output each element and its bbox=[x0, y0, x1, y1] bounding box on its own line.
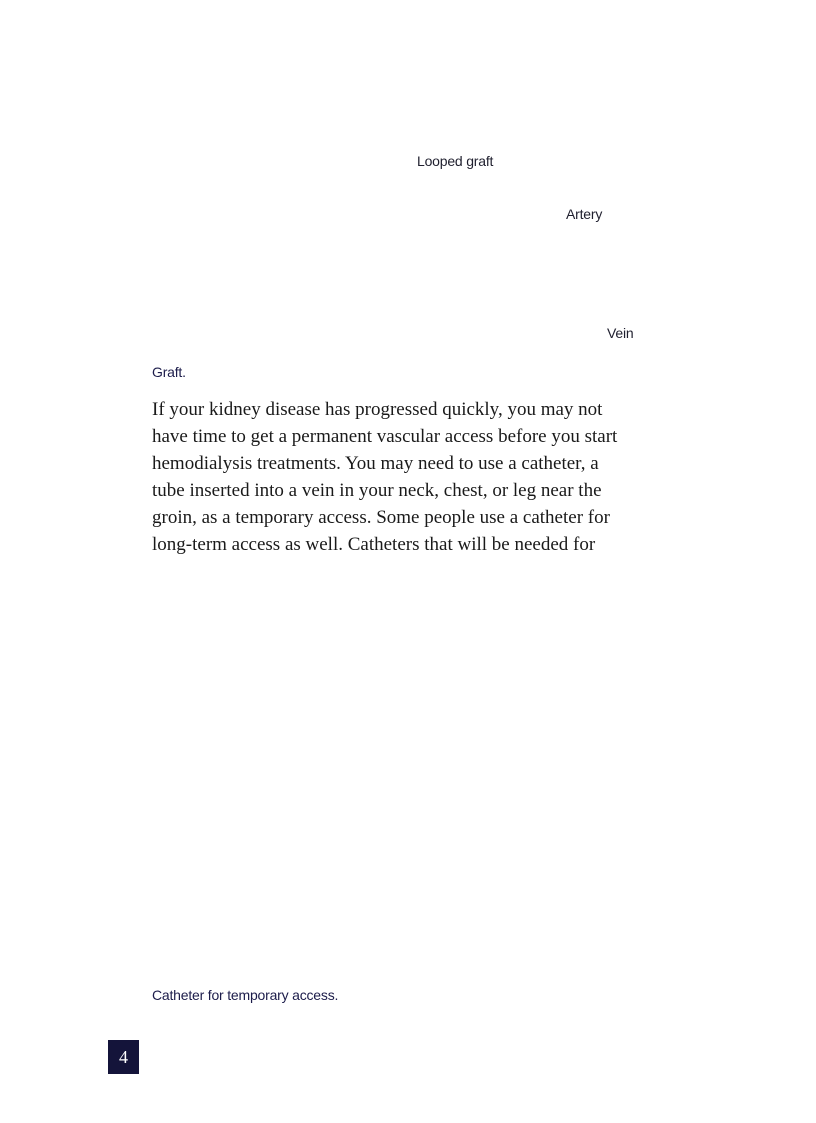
vein-label: Vein bbox=[607, 325, 634, 341]
body-line: tube inserted into a vein in your neck, chest, or leg near the bbox=[152, 480, 602, 501]
catheter-caption: Catheter for temporary access. bbox=[152, 987, 339, 1003]
body-paragraph bbox=[152, 396, 672, 558]
looped-graft-label: Looped graft bbox=[417, 153, 494, 169]
body-line: If your kidney disease has progressed quickly, you may not bbox=[152, 399, 603, 420]
page-number: 4 bbox=[108, 1040, 139, 1074]
graft-caption: Graft. bbox=[152, 364, 186, 380]
body-line: hemodialysis treatments. You may need to use a catheter, a bbox=[152, 453, 599, 474]
artery-label: Artery bbox=[566, 206, 603, 222]
body-line: groin, as a temporary access. Some people use a catheter for bbox=[152, 507, 610, 528]
body-line: long-term access as well. Catheters that will be needed for bbox=[152, 534, 596, 555]
body-line: have time to get a permanent vascular access before you start bbox=[152, 426, 618, 447]
